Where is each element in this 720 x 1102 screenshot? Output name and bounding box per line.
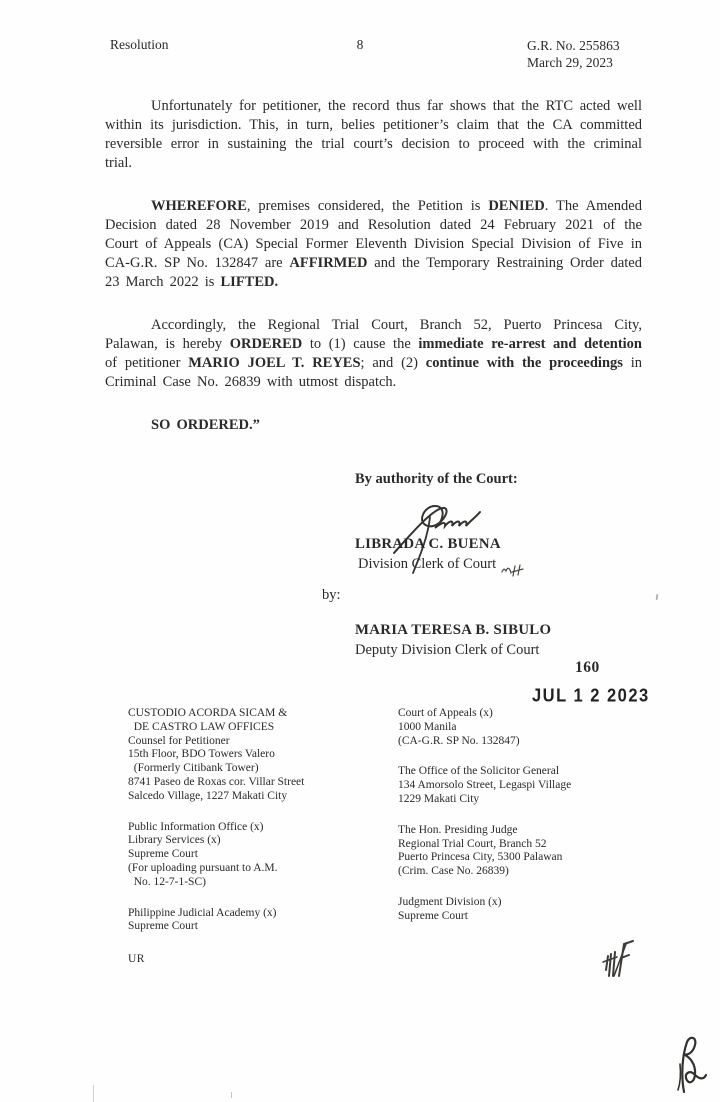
handwritten-check-mark [500,560,530,585]
address-line: Supreme Court [398,909,468,922]
body-paragraph-2: WHEREFORE, premises considered, the Petition is DENIED. The Amended Decision dated 28 November 2019 and Resolution dated 24 February 2021 of the Court of Appeals (CA) Special Former Eleventh Division Special Division of Five in CA-G.R. SP No. 132847 are AFFIRMED and the Temporary Restraining Order dated 23 March 2022 is LIFTED. [105,198,642,290]
address-line: 1229 Makati City [398,792,480,805]
address-block-court-of-appeals [398,707,571,748]
address-line: DE CASTRO LAW OFFICES [128,720,275,733]
address-line: Puerto Princesa City, 5300 Palawan [398,851,563,864]
resolution-body [105,97,642,459]
copy-furnished-right-column [398,707,571,941]
address-block-judgment-division [398,896,571,924]
body-paragraph-3: Accordingly, the Regional Trial Court, Branch 52, Puerto Princesa City, Palawan, is hereby ORDERED to (1) cause the immediate re-arrest and detention of petitioner MARIO JOEL T. REYES; and (2) continue with the proceedings in Criminal Case No. 26839 with utmost dispatch. [105,317,642,390]
address-block-solicitor-general [398,765,571,806]
address-line: Counsel for Petitioner [128,734,230,747]
scan-artifact-line [93,1085,94,1102]
address-line: Supreme Court [128,920,198,933]
address-block-counsel [128,707,304,804]
address-block-pio [128,821,304,890]
address-line: No. 12-7-1-SC) [128,875,206,888]
address-line: Philippine Judicial Academy (x) [128,906,277,919]
clerk-name: LIBRADA C. BUENA [355,536,501,552]
gr-number: G.R. No. 255863 [527,38,620,53]
page-number: 8 [356,37,364,52]
address-line: CUSTODIO ACORDA SICAM & [128,707,288,719]
stamp-number: 160 [575,659,600,676]
handwritten-initials-mark [600,936,636,985]
by-label: by: [322,587,341,603]
address-line: (For uploading pursuant to A.M. [128,861,278,874]
address-line: Salcedo Village, 1227 Makati City [128,789,288,802]
scan-artifact-tick [231,1092,232,1098]
address-line: Public Information Office (x) [128,820,264,833]
address-block-presiding-judge [398,824,571,879]
address-block-philja [128,907,304,935]
doc-type-label: Resolution [110,37,169,52]
clerk-title: Division Clerk of Court [358,556,497,572]
deputy-clerk-name: MARIA TERESA B. SIBULO [355,622,552,638]
address-line: Court of Appeals (x) [398,707,493,719]
address-line: 8741 Paseo de Roxas cor. Villar Street [128,775,305,788]
address-line: (CA-G.R. SP No. 132847) [398,734,520,747]
copy-furnished-left-column [128,707,304,951]
case-reference-block [527,37,620,71]
decision-date: March 29, 2023 [527,55,613,70]
address-line: Supreme Court [128,848,198,861]
clerk-initials: UR [128,953,145,965]
handwritten-corner-signature [666,1034,710,1102]
address-line: (Crim. Case No. 26839) [398,865,509,878]
received-date-stamp: JUL 1 2 2023 [532,686,650,707]
address-line: 134 Amorsolo Street, Legaspi Village [398,779,572,792]
address-line: Judgment Division (x) [398,895,502,908]
scan-artifact-mark [656,594,659,600]
address-line: 1000 Manila [398,720,457,733]
address-line: The Office of the Solicitor General [398,765,560,778]
authority-line: By authority of the Court: [355,471,518,487]
body-paragraph-1: Unfortunately for petitioner, the record thus far shows that the RTC acted well within its jurisdiction. This, in turn, belies petitioner’s claim that the CA committed reversible error in sustaining the trial court’s decision to proceed with the criminal trial. [105,98,642,171]
address-line: Regional Trial Court, Branch 52 [398,837,547,850]
so-ordered-line: SO ORDERED.” [151,417,260,433]
address-line: Library Services (x) [128,834,221,847]
address-line: 15th Floor, BDO Towers Valero [128,748,275,761]
deputy-clerk-title: Deputy Division Clerk of Court [355,642,540,658]
address-line: (Formerly Citibank Tower) [128,762,259,775]
address-line: The Hon. Presiding Judge [398,823,518,836]
